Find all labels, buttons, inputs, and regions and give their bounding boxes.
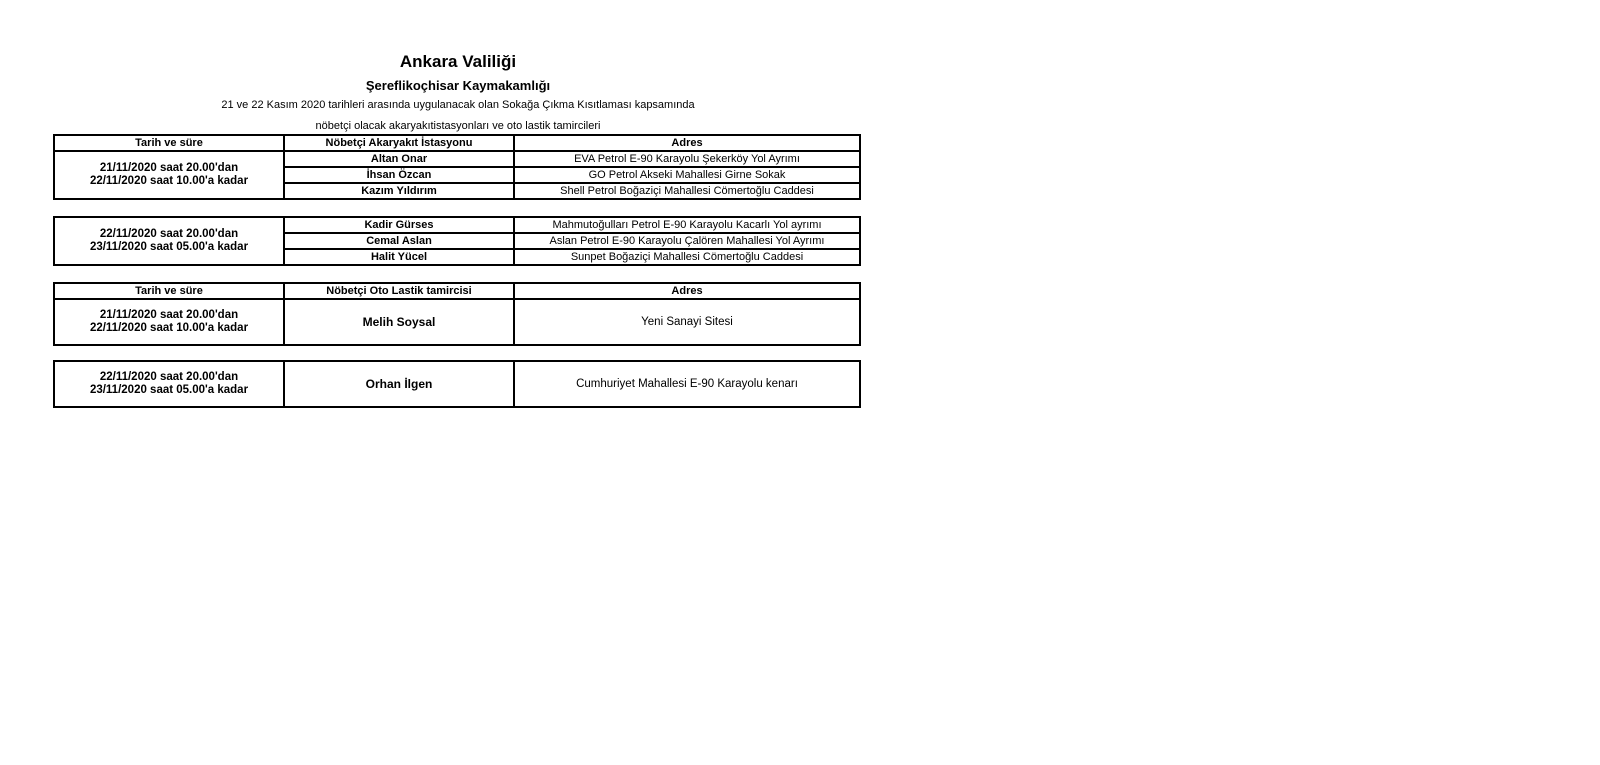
date-range-cell: [54, 151, 284, 199]
document-description-line-2: nöbetçi olacak akaryakıtistasyonları ve oto lastik tamircileri: [315, 120, 601, 132]
station-address: EVA Petrol E-90 Karayolu Şekerköy Yol Ayrımı: [514, 151, 860, 167]
station-name: Kadir Gürses: [284, 217, 514, 233]
station-name: Altan Onar: [284, 151, 514, 167]
date-range-cell: [54, 299, 284, 345]
station-name: İhsan Özcan: [284, 167, 514, 183]
header-tire-repair: Nöbetçi Oto Lastik tamircisi: [284, 283, 514, 299]
repairer-name: Orhan İlgen: [284, 361, 514, 407]
table-row: [54, 217, 860, 233]
date-to: 22/11/2020 saat 10.00'a kadar: [89, 175, 249, 187]
document-title: Ankara Valiliği: [399, 52, 517, 71]
station-address: GO Petrol Akseki Mahallesi Girne Sokak: [514, 167, 860, 183]
date-to: 23/11/2020 saat 05.00'a kadar: [89, 241, 249, 253]
header-fuel-station: Nöbetçi Akaryakıt İstasyonu: [284, 135, 514, 151]
repairer-address: Yeni Sanayi Sitesi: [514, 299, 860, 345]
station-name: Cemal Aslan: [284, 233, 514, 249]
station-address: Sunpet Boğaziçi Mahallesi Cömertoğlu Caddesi: [514, 249, 860, 265]
table-row: [54, 361, 860, 407]
fuel-stations-table-group-1: [53, 134, 861, 200]
date-range-cell: [54, 217, 284, 265]
document-description-line-1: 21 ve 22 Kasım 2020 tarihleri arasında uygulanacak olan Sokağa Çıkma Kısıtlaması kapsamında: [221, 99, 695, 111]
fuel-stations-table-group-2: [53, 216, 861, 266]
date-from: 22/11/2020 saat 20.00'dan: [99, 228, 239, 240]
table-row: [54, 151, 860, 167]
repairer-name: Melih Soysal: [284, 299, 514, 345]
date-from: 21/11/2020 saat 20.00'dan: [99, 162, 239, 174]
date-range-cell: [54, 361, 284, 407]
station-address: Aslan Petrol E-90 Karayolu Çalören Mahallesi Yol Ayrımı: [514, 233, 860, 249]
table-header-row: [54, 135, 860, 151]
station-address: Shell Petrol Boğaziçi Mahallesi Cömertoğlu Caddesi: [514, 183, 860, 199]
date-to: 23/11/2020 saat 05.00'a kadar: [89, 384, 249, 396]
header-address: Adres: [514, 283, 860, 299]
header-date: Tarih ve süre: [54, 135, 284, 151]
document-subtitle: Şereflikoçhisar Kaymakamlığı: [365, 78, 551, 93]
header-date: Tarih ve süre: [54, 283, 284, 299]
station-name: Halit Yücel: [284, 249, 514, 265]
station-address: Mahmutoğulları Petrol E-90 Karayolu Kacarlı Yol ayrımı: [514, 217, 860, 233]
table-row: [54, 299, 860, 345]
tire-repair-table-group-1: [53, 282, 861, 346]
date-to: 22/11/2020 saat 10.00'a kadar: [89, 322, 249, 334]
header-address: Adres: [514, 135, 860, 151]
date-from: 22/11/2020 saat 20.00'dan: [99, 371, 239, 383]
table-header-row: [54, 283, 860, 299]
station-name: Kazım Yıldırım: [284, 183, 514, 199]
repairer-address: Cumhuriyet Mahallesi E-90 Karayolu kenarı: [514, 361, 860, 407]
date-from: 21/11/2020 saat 20.00'dan: [99, 309, 239, 321]
tire-repair-table-group-2: [53, 360, 861, 408]
